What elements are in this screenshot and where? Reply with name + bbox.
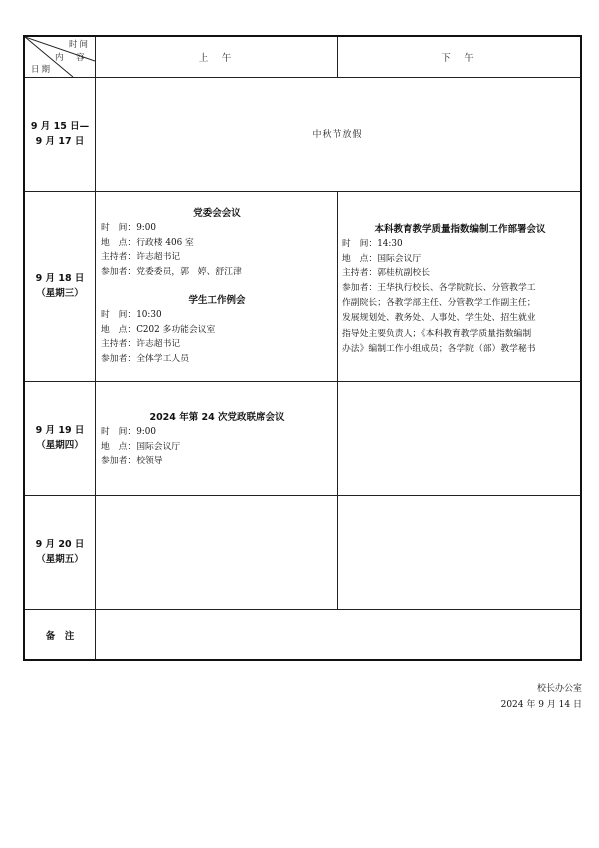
event-student-work-meeting bbox=[101, 294, 333, 366]
remarks-label: 备 注 bbox=[45, 631, 75, 642]
afternoon-header: 下 午 bbox=[441, 53, 476, 64]
issuer-office: 校长办公室 bbox=[536, 684, 582, 694]
event-time: 时 间：9:00 bbox=[101, 427, 156, 437]
event-participants: 参加者：党委委员，郭 婷、舒江津 bbox=[101, 266, 242, 277]
row-divider bbox=[25, 495, 580, 496]
event-time: 时 间：14:30 bbox=[342, 239, 403, 249]
event-host: 主持者：郭桂杭副校长 bbox=[342, 268, 430, 279]
date-cell: 9 月 15 日— 9 月 17 日 bbox=[30, 121, 90, 147]
event-title: 学生工作例会 bbox=[188, 295, 246, 306]
event-quality-index-meeting bbox=[342, 223, 578, 357]
ampm-divider bbox=[337, 191, 338, 609]
event-participants-line: 参加者：王华执行校长、各学院院长、分管教学工 bbox=[342, 282, 536, 293]
date-cell: 9 月 18 日 （星期三） bbox=[35, 273, 85, 299]
event-time: 时 间：10:30 bbox=[101, 310, 162, 320]
event-place: 地 点：行政楼 406 室 bbox=[101, 237, 194, 248]
event-time: 时 间：9:00 bbox=[101, 223, 156, 233]
morning-header: 上 午 bbox=[198, 53, 234, 64]
diag-time-label: 时间 bbox=[69, 40, 91, 50]
event-participants: 参加者：校领导 bbox=[101, 456, 163, 467]
row-divider bbox=[25, 609, 580, 610]
event-place: 地 点：C202 多功能会议室 bbox=[101, 324, 216, 335]
event-participants-line: 指导处主要负责人；《本科教育教学质量指数编制 bbox=[342, 328, 532, 339]
diag-content-label: 内 容 bbox=[55, 53, 87, 63]
event-host: 主持者：许志超书记 bbox=[101, 252, 181, 263]
row-divider bbox=[25, 381, 580, 382]
event-place: 地 点：国际会议厅 bbox=[101, 441, 181, 452]
event-title: 党委会会议 bbox=[193, 208, 241, 219]
event-party-committee bbox=[101, 207, 333, 279]
event-participants-line: 发展规划处、教务处、人事处、学生处、招生就业 bbox=[342, 313, 536, 324]
event-participants-line: 办法》编制工作小组成员；各学院（部）教学秘书 bbox=[342, 343, 536, 354]
row-divider bbox=[25, 77, 580, 78]
event-title: 本科教育教学质量指数编制工作部署会议 bbox=[374, 224, 546, 235]
date-cell: 9 月 19 日 （星期四） bbox=[35, 425, 85, 451]
row-divider bbox=[25, 191, 580, 192]
issue-date: 2024 年 9 月 14 日 bbox=[500, 700, 582, 710]
weekly-schedule-table bbox=[23, 35, 582, 661]
event-title: 2024 年第 24 次党政联席会议 bbox=[149, 412, 285, 423]
event-participants-line: 作副院长；各教学部主任、分管教学工作副主任； bbox=[342, 298, 536, 309]
diag-date-label: 日期 bbox=[31, 65, 53, 75]
event-host: 主持者：许志超书记 bbox=[101, 339, 181, 350]
holiday-text: 中秋节放假 bbox=[312, 130, 363, 140]
event-joint-meeting bbox=[101, 411, 333, 469]
event-place: 地 点：国际会议厅 bbox=[342, 253, 422, 264]
date-cell: 9 月 20 日 （星期五） bbox=[35, 539, 85, 565]
event-participants: 参加者：全体学工人员 bbox=[101, 353, 189, 364]
